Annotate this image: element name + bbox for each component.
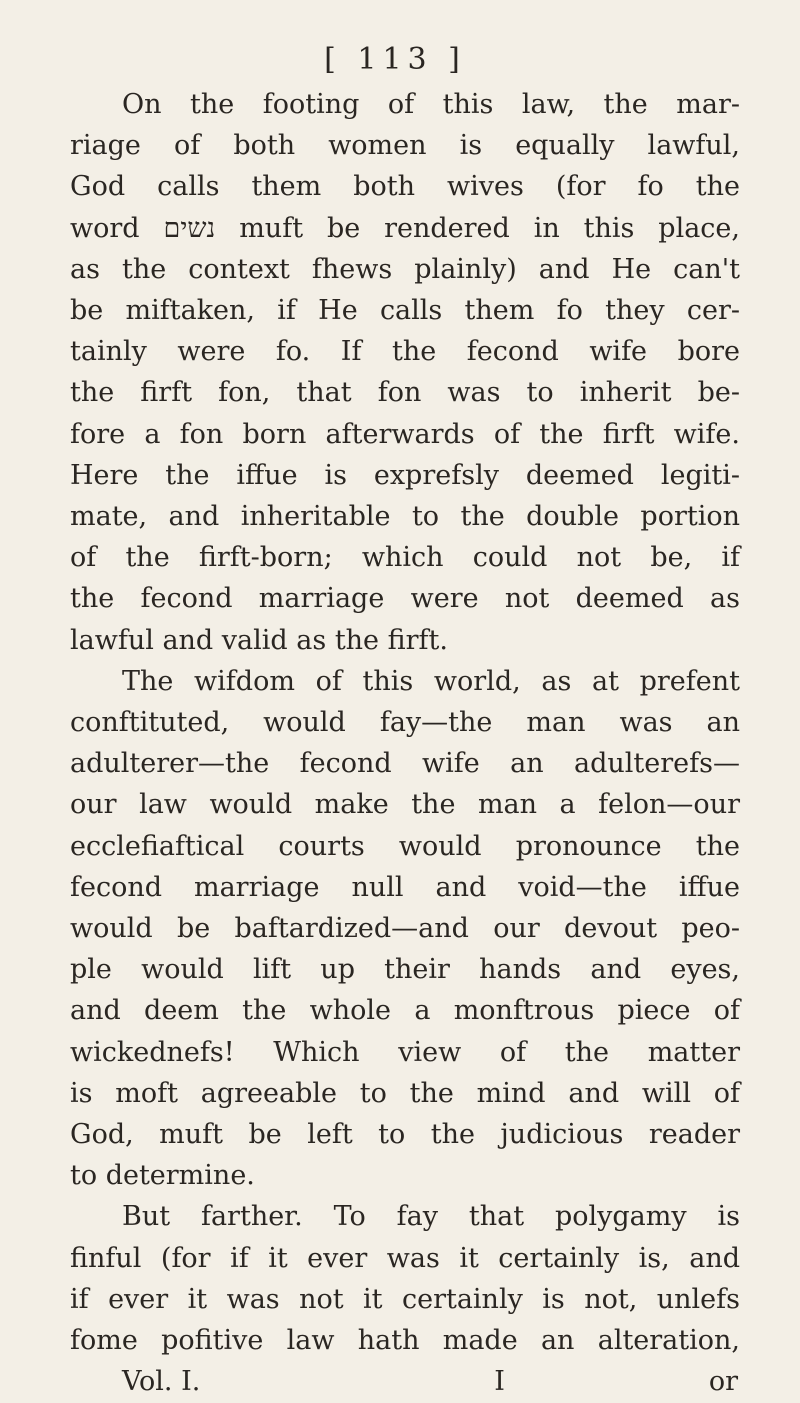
text-line: wickednefs! Which view of the matter: [70, 1036, 740, 1068]
text-line: finful (for if it ever was it certainly is, and: [70, 1242, 740, 1274]
text-line: to determine.: [70, 1160, 255, 1192]
text-line: if ever it was not it certainly is not, unlefs: [70, 1283, 740, 1315]
text-line: riage of both women is equally lawful,: [70, 130, 740, 162]
volume-label: Vol. I.: [122, 1366, 201, 1398]
text-line: The wifdom of this world, as at prefent: [122, 665, 740, 697]
page-footer: [70, 1361, 740, 1402]
text-line: would be baftardized—and our devout peo-: [70, 913, 740, 945]
page-number: [ 113 ]: [324, 42, 466, 77]
text-line: conftituted, would fay—the man was an: [70, 707, 740, 739]
text-line: our law would make the man a felon—our: [70, 789, 740, 821]
text-line: God calls them both wives (for fo the: [70, 171, 740, 203]
text-line: But farther. To fay that polygamy is: [122, 1201, 740, 1233]
text-line: be miftaken, if He calls them fo they cer-: [70, 295, 740, 327]
text-line: ecclefiaftical courts would pronounce the: [70, 830, 740, 862]
text-line: fecond marriage null and void—the iffue: [70, 871, 740, 903]
text-line: word נשים muft be rendered in this place,: [70, 212, 740, 244]
text-line: of the firft-born; which could not be, if: [70, 542, 740, 574]
text-line: fome pofitive law hath made an alteration,: [70, 1325, 740, 1357]
text-line: ple would lift up their hands and eyes,: [70, 954, 740, 986]
text-line: is moft agreeable to the mind and will of: [70, 1077, 740, 1109]
body-text: [70, 84, 740, 1361]
text-line: lawful and valid as the firft.: [70, 624, 448, 656]
signature-mark: I: [494, 1366, 505, 1398]
text-line: as the context fhews plainly) and He can't: [70, 253, 740, 285]
text-line: adulterer—the fecond wife an adulterefs—: [70, 748, 740, 780]
text-line: fore a fon born afterwards of the firft wife.: [70, 418, 740, 450]
text-line: mate, and inheritable to the double portion: [70, 501, 740, 533]
text-line: tainly were fo. If the fecond wife bore: [70, 336, 740, 368]
catchword: or: [708, 1366, 738, 1398]
text-line: On the footing of this law, the mar-: [122, 89, 740, 120]
text-line: Here the iffue is exprefsly deemed legiti-: [70, 459, 740, 491]
text-line: God, muft be left to the judicious reader: [70, 1119, 740, 1151]
text-line: the firft fon, that fon was to inherit be-: [70, 377, 740, 409]
text-line: the fecond marriage were not deemed as: [70, 583, 740, 615]
text-line: and deem the whole a monftrous piece of: [70, 995, 740, 1027]
